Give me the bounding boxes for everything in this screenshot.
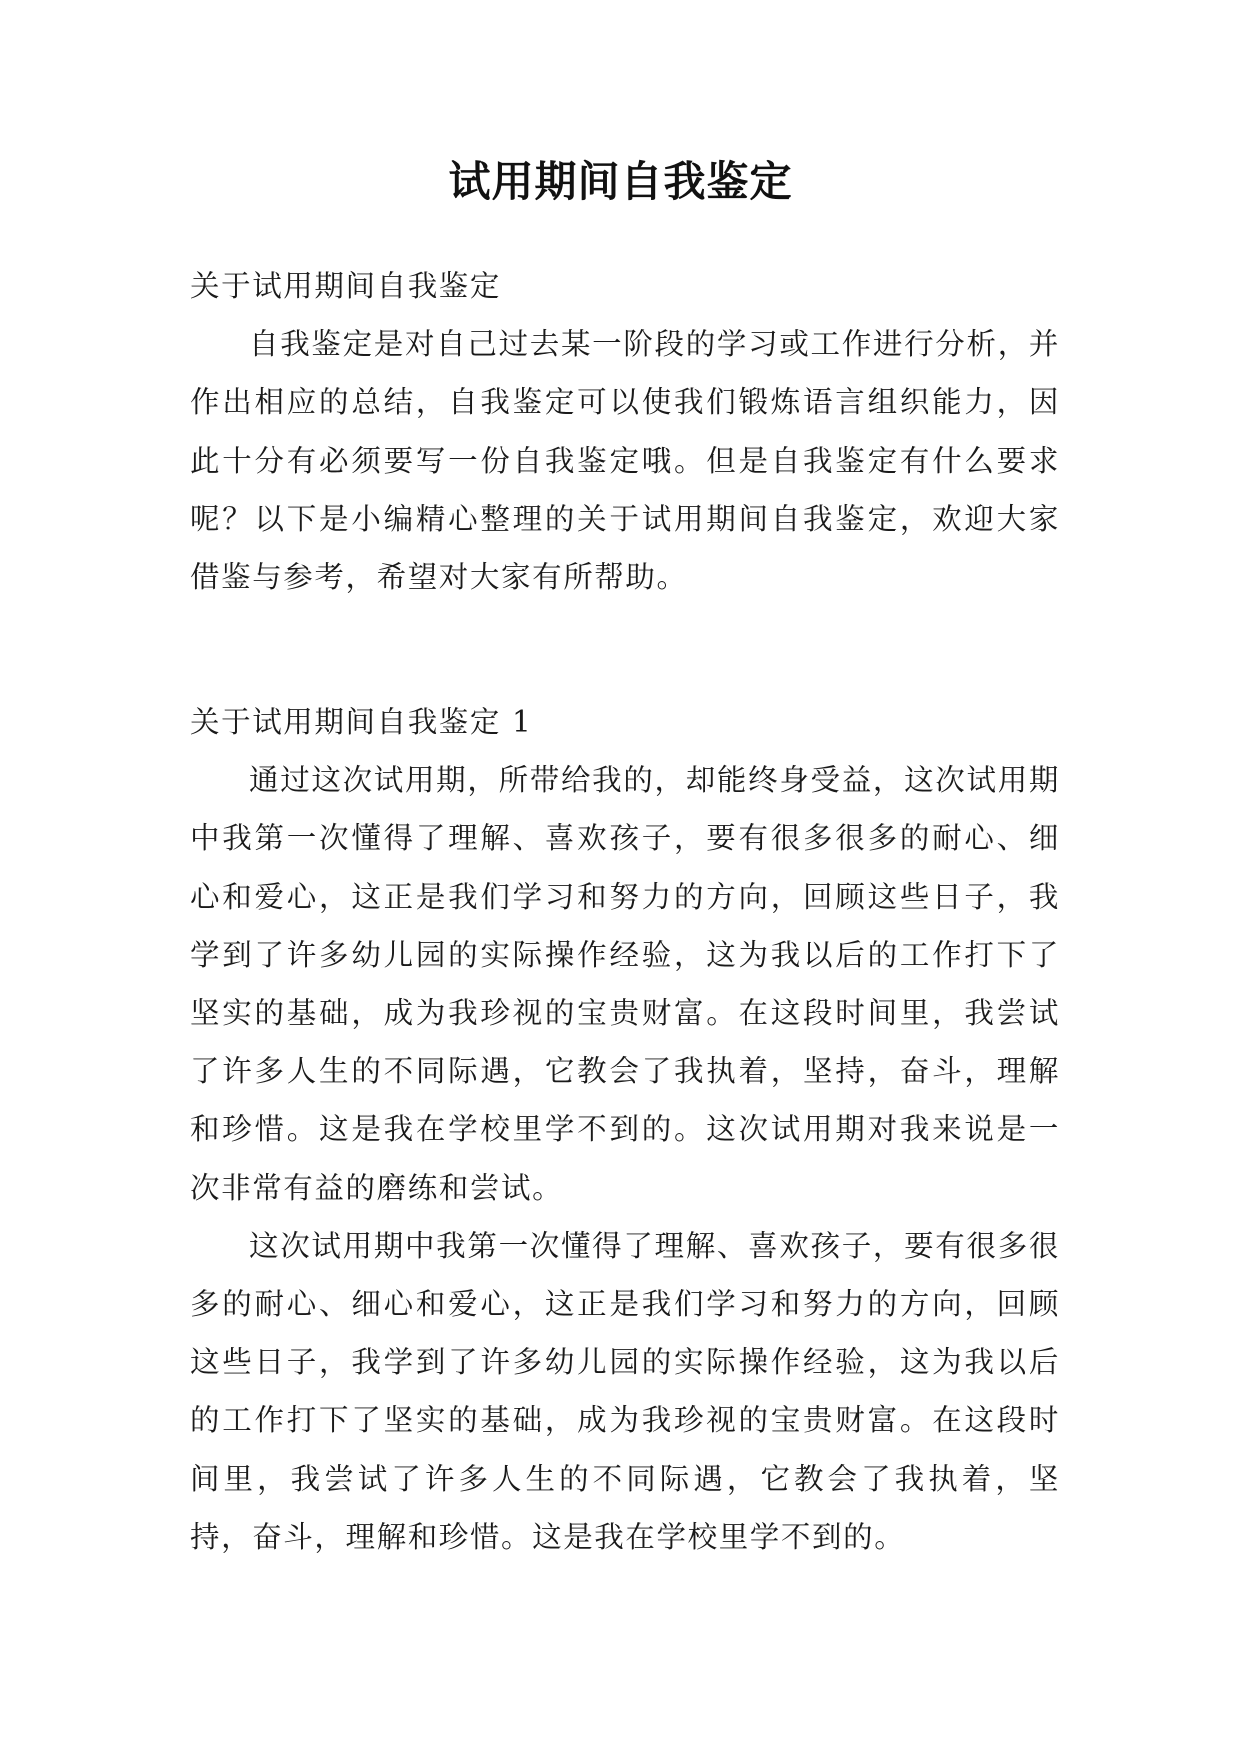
section-1-paragraph: 通过这次试用期，所带给我的，却能终身受益，这次试用期中我第一次懂得了理解、喜欢孩子，要有很多很多的耐心、细心和爱心，这正是我们学习和努力的方向，回顾这些日子，我学到了许多幼儿园的实际操作经验，这为我以后的工作打下了坚实的基础，成为我珍视的宝贵财富。在这段时间里，我尝试了许多人生的不同际遇，它教会了我执着，坚持，奋斗，理解和珍惜。这是我在学校里学不到的。这次试用期对我来说是一次非常有益的磨练和尝试。 [190,763,1060,1205]
intro-heading: 关于试用期间自我鉴定 [190,269,502,303]
section-1-heading: 关于试用期间自我鉴定 1 [190,705,533,739]
intro-paragraph: 自我鉴定是对自己过去某一阶段的学习或工作进行分析，并作出相应的总结，自我鉴定可以使我们锻炼语言组织能力，因此十分有必须要写一份自我鉴定哦。但是自我鉴定有什么要求呢？以下是小编精心整理的关于试用期间自我鉴定，欢迎大家借鉴与参考，希望对大家有所帮助。 [190,327,1060,595]
document-title: 试用期间自我鉴定 [448,157,793,206]
section-1 [190,693,1060,1566]
section-1-paragraph: 这次试用期中我第一次懂得了理解、喜欢孩子，要有很多很多的耐心、细心和爱心，这正是我们学习和努力的方向，回顾这些日子，我学到了许多幼儿园的实际操作经验，这为我以后的工作打下了坚实的基础，成为我珍视的宝贵财富。在这段时间里，我尝试了许多人生的不同际遇，它教会了我执着，坚持，奋斗，理解和珍惜。这是我在学校里学不到的。 [190,1228,1060,1554]
intro-section [190,257,1060,606]
